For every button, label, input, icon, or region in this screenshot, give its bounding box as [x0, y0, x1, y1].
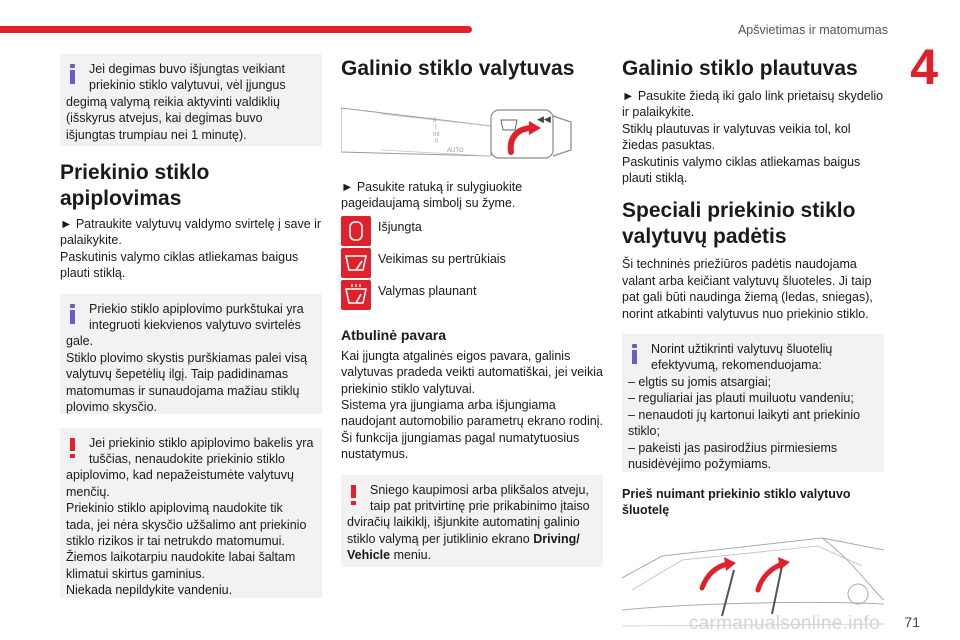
note-text: apiplovimo, kad nepažeistumėte valytuvų menčių.	[66, 468, 294, 499]
heading-rear-washer: Galinio stiklo plautuvas	[622, 57, 858, 80]
chapter-number: 4	[910, 39, 938, 95]
info-note-nozzles	[60, 294, 322, 414]
info-icon	[67, 64, 78, 84]
note-text: integruoti kiekvienos valytuvo svirtelės	[89, 318, 301, 333]
para-rear-washer-step: ► Pasukite žiedą iki galo link prietaisų skydelio ir palaikykite.	[622, 89, 884, 120]
note-text: tuščias, nenaudokite priekinio stiklo	[89, 452, 285, 467]
rear-wash-wipe-icon	[341, 280, 371, 310]
symbol-row-off	[341, 216, 603, 248]
header-accent-bar	[0, 26, 472, 33]
note-text: priekinio stiklo valytuvui, vėl įjungus	[89, 78, 286, 93]
warning-icon	[348, 485, 359, 505]
note-text: dviračių laikiklį, išjunkite automatinį galinio stiklo valymą per jutiklinio ekrano	[347, 515, 580, 546]
section-title: Apšvietimas ir matomumas	[737, 23, 888, 37]
symbol-label: Veikimas su pertrūkiais	[378, 251, 506, 266]
note-text: degimą valymą reikia aktyvinti valdiklių (išskyrus atvejus, kai degimas buvo išjungtas trumpiau nei 1 minutę).	[66, 94, 280, 142]
para-front-washer-cycle: Paskutinis valymo ciklas atliekamas baigus plauti stiklą.	[60, 249, 299, 281]
page-number: 71	[904, 614, 920, 630]
info-icon	[67, 304, 78, 324]
column-middle	[341, 54, 603, 567]
note-text: Jei priekinio stiklo apiplovimo bakelis yra	[89, 435, 314, 450]
subheading-before-removal: Prieš nuimant priekinio stiklo valytuvo šluotelę	[622, 487, 851, 518]
subheading-reverse-gear: Atbulinė pavara	[341, 326, 447, 343]
info-icon	[629, 344, 640, 364]
note-text: Jei degimas buvo išjungtas veikiant	[89, 62, 285, 76]
list-item: – pakeisti jas pasirodžius pirmiesiems nusidėvėjimo požymiams.	[628, 440, 838, 471]
symbol-row-intermittent	[341, 248, 603, 280]
info-note-blade-care	[622, 334, 884, 472]
note-text: Stiklo plovimo skystis purškiamas palei visą valytuvų šepetėlių ilgį. Taip padidinamas matomumas ir sunaudojama mažiau stiklų plovimo skysčio.	[66, 350, 308, 415]
stalk-label-ii: II	[433, 118, 437, 124]
note-text: Priekinio stiklo apiplovimą naudokite tik tada, jei nėra skysčio užšalimo ant priekinio stiklo rizikos ir tai netrukdo matomumui. Žiemos laikotarpiu naudokite labai šaltam klimatui skirtus gaminius.	[66, 501, 307, 581]
column-left	[60, 54, 322, 598]
watermark: carmanualsonline.info	[688, 613, 880, 634]
para-reverse-settings: Sistema yra įjungiama arba išjungiama naudojant automobilio parametrų ekrano rodinį.	[341, 398, 603, 429]
para-special-position: Ši techninės priežiūros padėtis naudojama valant arba keičiant valytuvų šluoteles. Ji taip pat gali būti naudinga žiemą (ledas, sniegas), norint atkabinti valytuvus nuo priekinio stiklo.	[622, 257, 873, 321]
list-item: – elgtis su jomis atsargiai;	[628, 374, 772, 389]
heading-front-washer: Priekinio stiklo apiplovimas	[60, 161, 210, 210]
note-text: Norint užtikrinti valytuvų šluotelių	[651, 342, 833, 357]
para-reverse-auto: Kai įjungta atgalinės eigos pavara, galinis valytuvas pradeda veikti automatiškai, jei veikia priekinio stiklo valytuvai.	[341, 348, 603, 396]
info-note-ignition	[60, 54, 322, 146]
para-front-washer-step: ► Patraukite valytuvų valdymo svirtelę į save ir palaikykite.	[60, 217, 322, 248]
rewind-icon: ◀◀	[537, 115, 551, 125]
stalk-label-auto: AUTO	[447, 148, 464, 154]
column-right	[622, 54, 884, 640]
note-text: Priekio stiklo apiplovimo purkštukai yra	[89, 301, 304, 316]
para-rear-washer-cycle: Paskutinis valymo ciklas atliekamas baigus plauti stiklą.	[622, 154, 861, 186]
symbol-label: Valymas plaunant	[378, 283, 477, 298]
menu-name: Driving/ Vehicle	[347, 531, 580, 563]
list-item: – nenaudoti jų kartonui laikyti ant priekinio stiklo;	[628, 407, 861, 439]
wiper-stalk-illustration	[341, 94, 603, 164]
wiper-arm-left	[722, 570, 734, 616]
warning-note-snow	[341, 475, 603, 567]
para-rear-washer-hold: Stiklų plautuvas ir valytuvas veikia tol, kol žiedas pasuktas.	[622, 121, 851, 153]
heading-special-position: Speciali priekinio stiklo valytuvų padėtis	[622, 199, 856, 249]
wiper-arm-right	[772, 566, 782, 614]
symbol-list	[341, 216, 603, 312]
para-reverse-default: Ši funkcija įjungiamas pagal numatytuosius nustatymus.	[341, 430, 580, 462]
rear-wiper-intermittent-icon	[341, 248, 371, 278]
note-text: taip pat pritvirtinę prie prikabinimo įtaiso	[370, 499, 590, 514]
rear-window-off-icon	[341, 216, 371, 246]
stalk-label-int: Int	[433, 132, 440, 138]
symbol-label: Išjungta	[378, 219, 422, 234]
stalk-label-i: I	[435, 125, 437, 131]
para-rear-wiper-step: ► Pasukite ratuką ir sulygiuokite pageidaujamą simbolį su žyme.	[341, 180, 523, 211]
rear-window-icon	[501, 120, 517, 130]
note-text: Niekada nepildykite vandeniu.	[66, 583, 233, 598]
symbol-row-wash	[341, 280, 603, 312]
note-text: efektyvumą, rekomenduojama:	[651, 358, 822, 373]
stalk-label-zero: 0	[435, 139, 439, 145]
warning-note-reservoir	[60, 428, 322, 598]
note-text: Sniego kaupimosi arba plikšalos atveju,	[370, 482, 589, 497]
heading-rear-wiper: Galinio stiklo valytuvas	[341, 57, 575, 80]
lift-arrow-icon	[702, 564, 728, 588]
list-item: – reguliariai jas plauti muiluotu vandeniu;	[628, 391, 854, 406]
warning-icon	[67, 438, 78, 458]
note-text: gale.	[66, 334, 94, 349]
note-text: meniu.	[390, 548, 432, 563]
